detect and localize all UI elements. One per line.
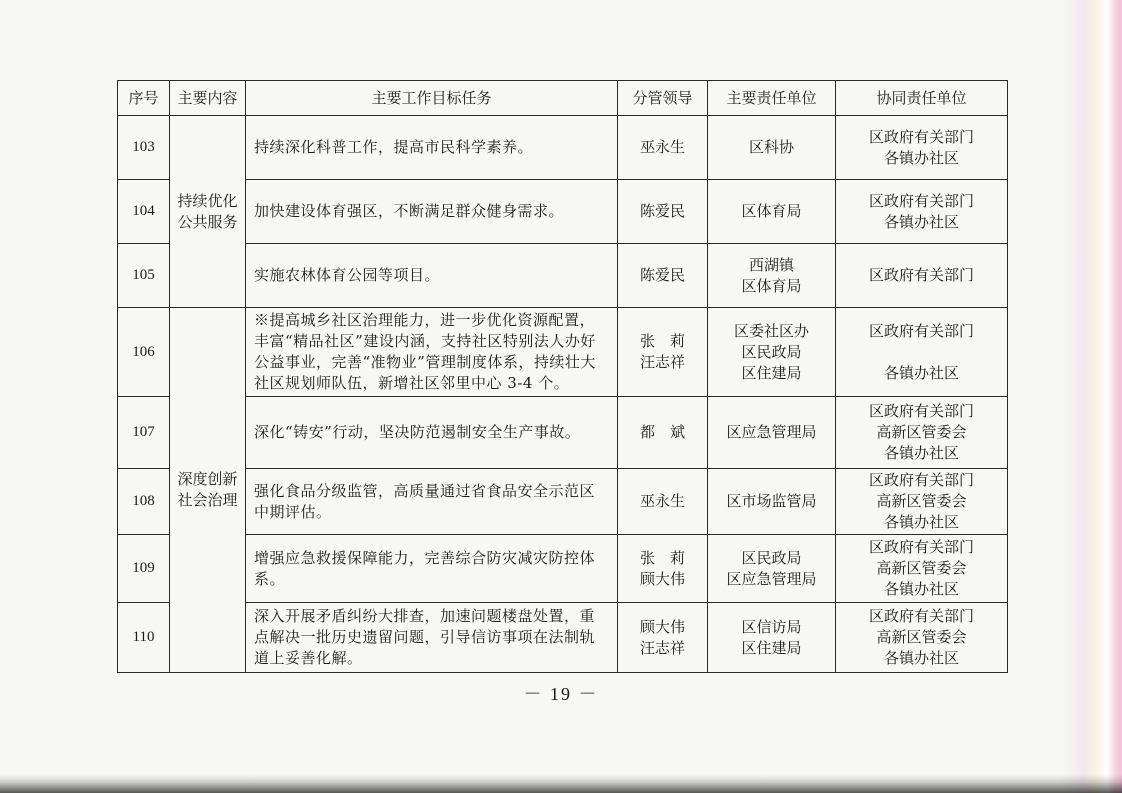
page-number-text: － 19 － bbox=[523, 684, 599, 704]
leader-cell bbox=[618, 603, 708, 673]
task-text: 实施农林体育公园等项目。 bbox=[246, 244, 618, 308]
table-row bbox=[118, 469, 1008, 535]
main-unit-cell bbox=[708, 308, 836, 397]
co-unit-cell bbox=[836, 535, 1008, 603]
main-unit: 区市场监管局 bbox=[726, 492, 817, 510]
group-line: 社会治理 bbox=[177, 491, 238, 509]
leader-name: 陈爱民 bbox=[639, 266, 685, 284]
main-unit: 区应急管理局 bbox=[726, 423, 817, 441]
leader-name: 张 莉 bbox=[639, 332, 685, 350]
leader-name: 都 斌 bbox=[639, 423, 685, 441]
row-id: 109 bbox=[118, 535, 170, 603]
co-unit-cell bbox=[836, 308, 1008, 397]
co-unit: 各镇办社区 bbox=[883, 363, 959, 382]
group-social-governance bbox=[170, 308, 246, 673]
header-content: 主要内容 bbox=[170, 81, 246, 116]
row-id: 103 bbox=[118, 116, 170, 180]
co-unit: 高新区管委会 bbox=[876, 628, 967, 646]
group-line: 公共服务 bbox=[177, 212, 238, 231]
main-unit: 区科协 bbox=[748, 138, 794, 156]
main-unit-cell bbox=[708, 603, 836, 673]
header-id: 序号 bbox=[118, 81, 170, 116]
leader-name: 顾大伟 bbox=[639, 617, 685, 636]
leader-name: 巫永生 bbox=[639, 138, 685, 156]
leader-name: 巫永生 bbox=[639, 492, 685, 510]
co-unit: 各镇办社区 bbox=[883, 580, 959, 598]
header-main-unit: 主要责任单位 bbox=[708, 81, 836, 116]
row-id: 107 bbox=[118, 397, 170, 469]
page-edge bbox=[1062, 0, 1122, 793]
scan-bottom-shadow bbox=[0, 775, 1122, 793]
main-unit: 西湖镇 bbox=[748, 255, 794, 274]
co-unit-cell bbox=[836, 469, 1008, 535]
co-unit: 各镇办社区 bbox=[883, 649, 959, 667]
table-header-row bbox=[118, 81, 1008, 116]
task-text: 深化“铸安”行动，坚决防范遏制安全生产事故。 bbox=[246, 397, 618, 469]
co-unit: 区政府有关部门 bbox=[868, 402, 974, 420]
co-unit: 区政府有关部门 bbox=[868, 321, 974, 340]
task-table bbox=[117, 80, 1008, 673]
co-unit: 各镇办社区 bbox=[883, 212, 959, 231]
co-unit-cell bbox=[836, 116, 1008, 180]
main-unit: 区体育局 bbox=[741, 276, 802, 295]
leader-cell bbox=[618, 397, 708, 469]
leader-cell bbox=[618, 535, 708, 603]
co-unit: 区政府有关部门 bbox=[868, 471, 974, 489]
task-text: 深入开展矛盾纠纷大排查，加速问题楼盘处置，重点解决一批历史遗留问题，引导信访事项在法制轨道上妥善化解。 bbox=[246, 603, 618, 673]
header-co-unit: 协同责任单位 bbox=[836, 81, 1008, 116]
task-text: ※提高城乡社区治理能力，进一步优化资源配置，丰富“精品社区”建设内涵，支持社区特别法人办好公益事业，完善“准物业”管理制度体系，持续壮大社区规划师队伍，新增社区邻里中心 3-4 个。 bbox=[246, 308, 618, 397]
table-row bbox=[118, 244, 1008, 308]
leader-name: 汪志祥 bbox=[639, 638, 685, 657]
main-unit-cell bbox=[708, 535, 836, 603]
main-unit: 区应急管理局 bbox=[726, 569, 817, 588]
table-row bbox=[118, 116, 1008, 180]
leader-name: 张 莉 bbox=[639, 548, 685, 567]
co-unit: 区政府有关部门 bbox=[868, 127, 974, 146]
leader-cell bbox=[618, 244, 708, 308]
leader-name: 顾大伟 bbox=[639, 569, 685, 588]
co-unit: 各镇办社区 bbox=[883, 444, 959, 462]
main-unit-cell bbox=[708, 469, 836, 535]
co-unit: 区政府有关部门 bbox=[868, 191, 974, 210]
main-unit: 区住建局 bbox=[741, 638, 802, 657]
co-unit: 高新区管委会 bbox=[876, 559, 967, 577]
leader-cell bbox=[618, 308, 708, 397]
main-unit-cell bbox=[708, 397, 836, 469]
leader-cell bbox=[618, 116, 708, 180]
line-spacer bbox=[836, 342, 1007, 363]
row-id: 105 bbox=[118, 244, 170, 308]
main-unit-cell bbox=[708, 244, 836, 308]
table-row bbox=[118, 535, 1008, 603]
leader-name: 陈爱民 bbox=[639, 202, 685, 220]
co-unit-cell bbox=[836, 244, 1008, 308]
group-public-service bbox=[170, 116, 246, 308]
co-unit: 各镇办社区 bbox=[883, 148, 959, 167]
page-number bbox=[0, 680, 1122, 706]
co-unit-cell bbox=[836, 397, 1008, 469]
main-unit: 区住建局 bbox=[741, 363, 802, 382]
main-unit: 区信访局 bbox=[741, 617, 802, 636]
co-unit-cell bbox=[836, 603, 1008, 673]
main-unit-cell bbox=[708, 180, 836, 244]
row-id: 108 bbox=[118, 469, 170, 535]
task-text: 持续深化科普工作，提高市民科学素养。 bbox=[246, 116, 618, 180]
leader-cell bbox=[618, 469, 708, 535]
co-unit: 高新区管委会 bbox=[876, 492, 967, 510]
main-unit: 区民政局 bbox=[741, 548, 802, 567]
co-unit-cell bbox=[836, 180, 1008, 244]
main-unit-cell bbox=[708, 116, 836, 180]
header-task: 主要工作目标任务 bbox=[246, 81, 618, 116]
row-id: 110 bbox=[118, 603, 170, 673]
co-unit: 区政府有关部门 bbox=[868, 266, 974, 284]
table-row bbox=[118, 603, 1008, 673]
task-text: 增强应急救援保障能力，完善综合防灾减灾防控体系。 bbox=[246, 535, 618, 603]
co-unit: 区政府有关部门 bbox=[868, 538, 974, 556]
main-unit: 区民政局 bbox=[741, 342, 802, 361]
leader-name: 汪志祥 bbox=[639, 353, 685, 371]
leader-cell bbox=[618, 180, 708, 244]
table-row bbox=[118, 308, 1008, 397]
header-leader: 分管领导 bbox=[618, 81, 708, 116]
main-unit: 区委社区办 bbox=[733, 321, 809, 340]
group-line: 深度创新 bbox=[177, 470, 238, 488]
main-unit: 区体育局 bbox=[741, 202, 802, 220]
co-unit: 区政府有关部门 bbox=[868, 607, 974, 625]
group-line: 持续优化 bbox=[177, 191, 238, 210]
row-id: 104 bbox=[118, 180, 170, 244]
co-unit: 高新区管委会 bbox=[876, 423, 967, 441]
co-unit: 各镇办社区 bbox=[883, 513, 959, 531]
row-id: 106 bbox=[118, 308, 170, 397]
task-text: 加快建设体育强区，不断满足群众健身需求。 bbox=[246, 180, 618, 244]
task-text: 强化食品分级监管，高质量通过省食品安全示范区中期评估。 bbox=[246, 469, 618, 535]
table-row bbox=[118, 180, 1008, 244]
table-row bbox=[118, 397, 1008, 469]
